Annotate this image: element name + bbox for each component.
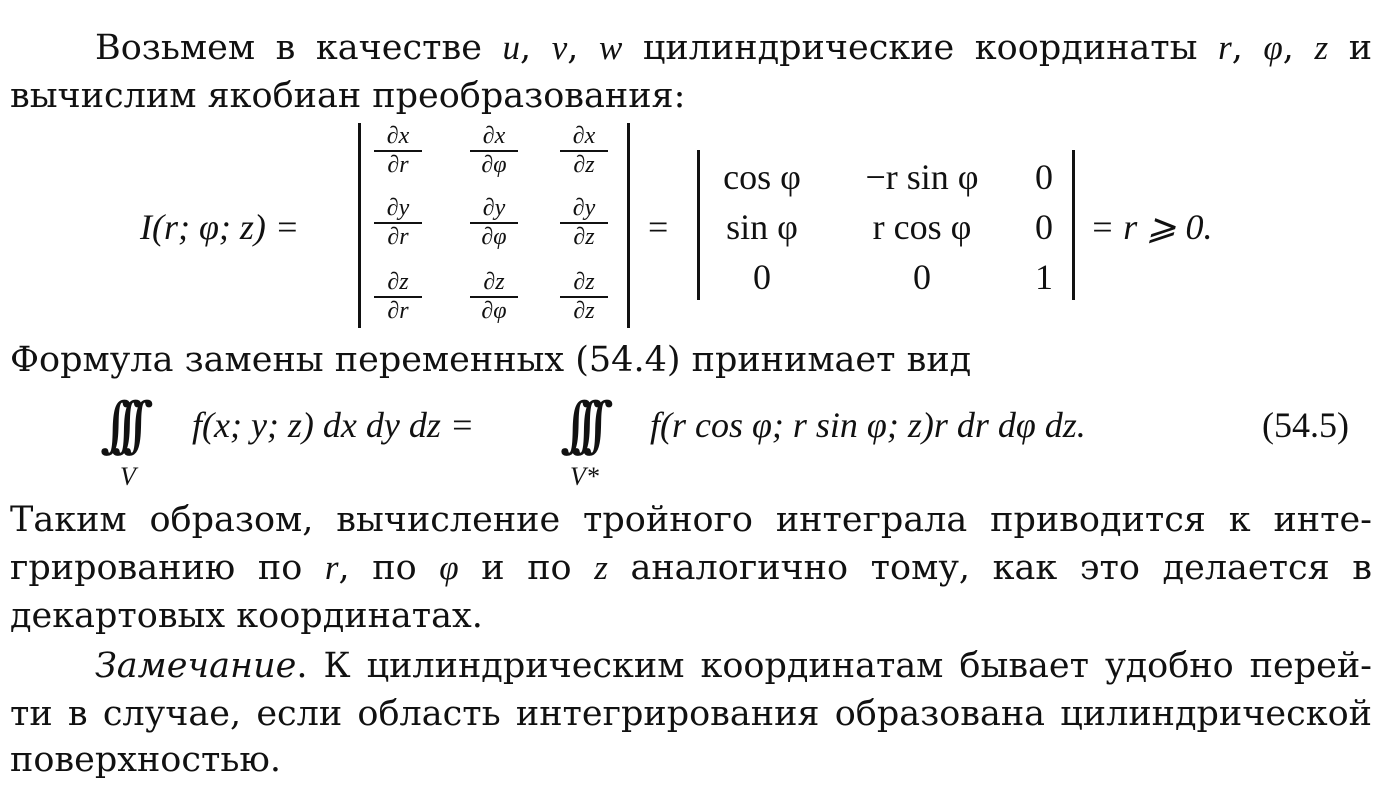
text-span: Возьмем в качестве (95, 28, 503, 68)
text-span: , (1282, 28, 1315, 68)
integral-rhs-text: f(r cos φ; r sin φ; z)r dr dφ dz. (650, 405, 1086, 445)
partial-fraction (374, 196, 422, 250)
matrix-cell: 1 (1035, 257, 1053, 297)
triple-integral-rhs: ∫∫∫ (560, 390, 594, 460)
matrix-cell: sin φ (726, 207, 798, 247)
integral-lhs-body (192, 404, 474, 446)
var-w: w (598, 28, 623, 67)
var-r: r (1218, 28, 1232, 67)
remark-label: Замечание (95, 646, 297, 686)
fraction-numerator: ∂z (560, 270, 608, 298)
matrix-cell: cos φ (723, 157, 801, 197)
text-span: , (1231, 28, 1264, 68)
var-phi: φ (1263, 28, 1283, 67)
fraction-denominator: ∂z (573, 298, 595, 324)
partial-fraction (560, 196, 608, 250)
fraction-denominator: ∂r (387, 298, 409, 324)
jacobian-lhs-text: I(r; φ; z) = (140, 207, 300, 247)
remark-line3: поверхностью. (10, 740, 281, 780)
fraction-numerator: ∂x (470, 124, 518, 152)
equals-sign: = (648, 207, 669, 247)
fraction-denominator: ∂φ (481, 152, 507, 178)
partial-fraction (560, 270, 608, 324)
fraction-numerator: ∂z (470, 270, 518, 298)
partial-fraction (470, 196, 518, 250)
para1-line1 (10, 28, 1372, 68)
det-bar-left (358, 123, 361, 328)
remark-line2: ти в случае, если область интегрирования образована цилиндрической (10, 694, 1372, 734)
jacobian-lhs (140, 206, 299, 248)
remark-line1 (10, 646, 1372, 686)
partial-fraction (470, 270, 518, 324)
jacobian-result (1090, 206, 1212, 248)
var-u: u (502, 28, 520, 67)
domain-v: V (120, 462, 136, 491)
domain-v-star: V* (570, 462, 599, 491)
para2-line2 (10, 548, 1372, 588)
equation-number: (54.5) (1262, 405, 1349, 445)
text-span: , (519, 28, 552, 68)
fraction-numerator: ∂y (374, 196, 422, 224)
partial-fraction (374, 270, 422, 324)
formula-intro: Формула замены переменных (54.4) принимает вид (10, 340, 972, 380)
text-span: цилиндрические координаты (622, 28, 1219, 68)
text-span: , по (338, 548, 440, 588)
matrix-cell: −r sin φ (865, 157, 979, 197)
partial-fraction (374, 124, 422, 178)
var-v: v (551, 28, 568, 67)
var-z: z (1314, 28, 1329, 67)
partial-fraction (560, 124, 608, 178)
para1-line2: вычислим якобиан преобразования: (10, 76, 686, 116)
matrix-cell: 0 (1035, 157, 1053, 197)
fraction-denominator: ∂z (573, 224, 595, 250)
fraction-numerator: ∂y (560, 196, 608, 224)
matrix-cell: 0 (753, 257, 771, 297)
text-span: грированию по (10, 548, 325, 588)
para2-line3: декартовых координатах. (10, 596, 483, 636)
text-span: аналогично тому, как это делается в (607, 548, 1373, 588)
integral-lhs-text: f(x; y; z) dx dy dz = (192, 405, 475, 445)
fraction-denominator: ∂z (573, 152, 595, 178)
det-bar-right (627, 123, 630, 328)
fraction-numerator: ∂z (374, 270, 422, 298)
fraction-denominator: ∂φ (481, 224, 507, 250)
fraction-numerator: ∂x (560, 124, 608, 152)
matrix-cell: 0 (913, 257, 931, 297)
fraction-numerator: ∂x (374, 124, 422, 152)
triple-integral-lhs: ∫∫∫ (100, 390, 134, 460)
text-span: . К цилиндрическим координатам бывает удобно перей- (296, 646, 1372, 686)
matrix-cell: 0 (1035, 207, 1053, 247)
matrix-cell: r cos φ (872, 207, 972, 247)
text-span: , (567, 28, 599, 68)
para2-line1: Таким образом, вычисление тройного интеграла приводится к инте- (10, 500, 1372, 540)
text-span: и по (458, 548, 595, 588)
var-r: r (324, 548, 339, 587)
var-z: z (594, 548, 608, 587)
fraction-numerator: ∂y (470, 196, 518, 224)
fraction-denominator: ∂φ (481, 298, 507, 324)
integral-rhs-body (650, 404, 1086, 446)
fraction-denominator: ∂r (387, 152, 409, 178)
jacobian-result-text: = r ⩾ 0. (1090, 207, 1213, 247)
text-span: и (1328, 28, 1373, 68)
fraction-denominator: ∂r (387, 224, 409, 250)
partial-fraction (470, 124, 518, 178)
var-phi: φ (439, 548, 459, 587)
